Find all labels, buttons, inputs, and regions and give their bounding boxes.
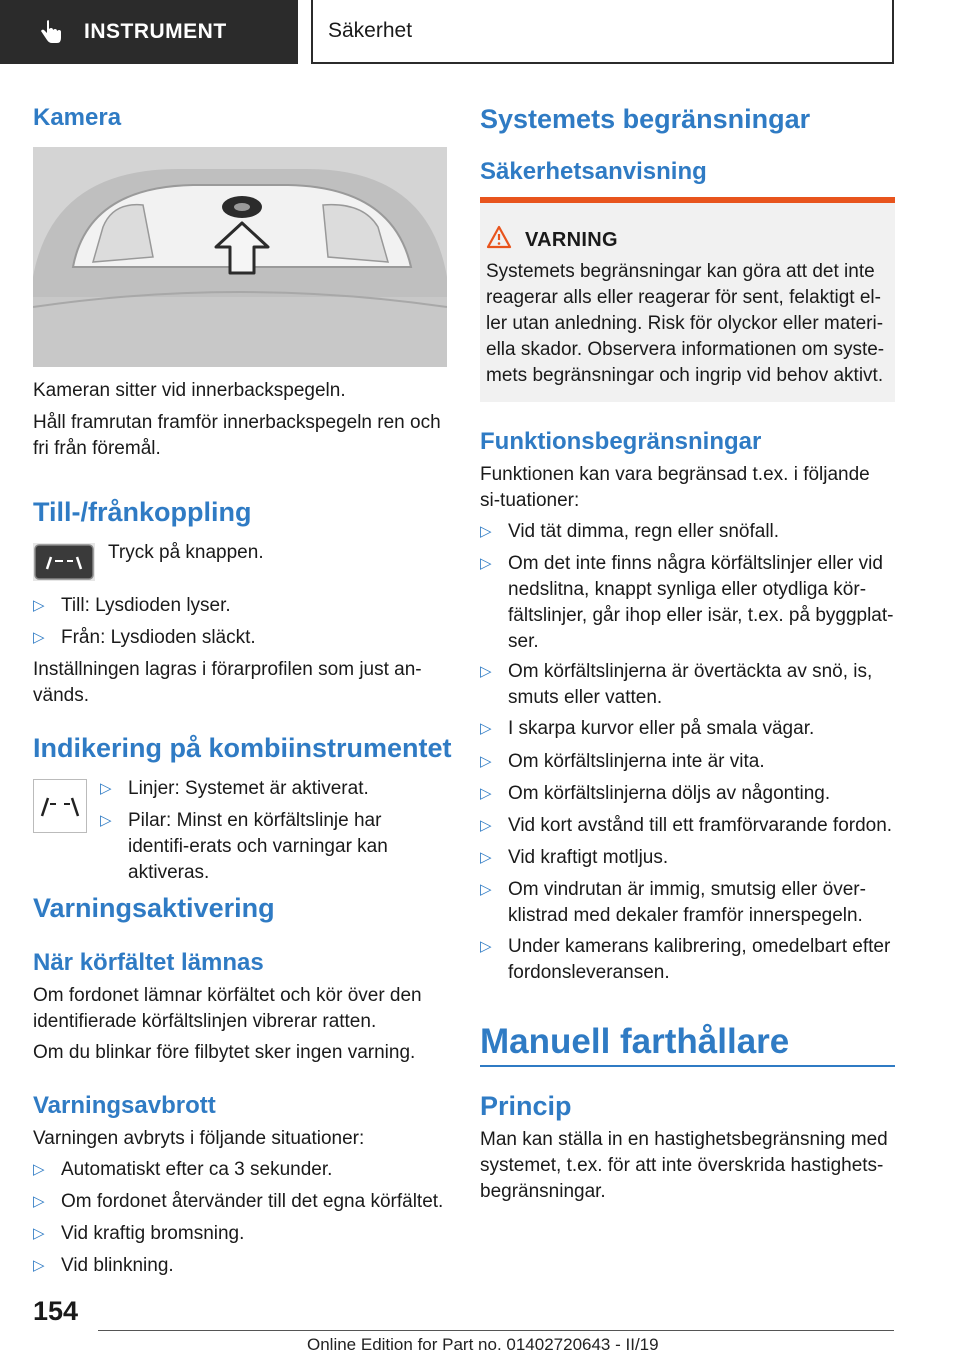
bullet-triangle-icon: ▷ — [33, 629, 45, 646]
warning-title: VARNING — [525, 229, 618, 251]
till-text: Tryck på knappen. — [108, 542, 264, 563]
bullet-triangle-icon: ▷ — [33, 1193, 45, 1210]
bullet-triangle-icon: ▷ — [33, 1161, 45, 1178]
bullet-triangle-icon: ▷ — [480, 817, 492, 834]
funk-text: Funktionen kan vara begränsad t.ex. i följande si-tuationer: — [480, 464, 870, 511]
till-text-2: Inställningen lagras i förarprofilen som just an-vänds. — [33, 659, 422, 706]
bullet-triangle-icon: ▷ — [480, 881, 492, 898]
list-item: ▷ Pilar: Minst en körfältslinje har identifi-erats och varningar kan aktiveras. — [100, 810, 388, 883]
indikering-heading: Indikering på kombiinstrumentet — [33, 733, 452, 763]
systemets-begransningar-heading: Systemets begränsningar — [480, 104, 811, 134]
hand-pointer-icon — [38, 18, 66, 46]
lane-warning-button-image — [33, 543, 95, 581]
funktionsbegransningar-heading: Funktionsbegränsningar — [480, 428, 762, 455]
kamera-heading: Kamera — [33, 104, 122, 131]
footer-rule — [98, 1330, 894, 1331]
bullet-triangle-icon: ▷ — [480, 720, 492, 737]
varningsavbrott-heading: Varningsavbrott — [33, 1092, 216, 1119]
bullet-triangle-icon: ▷ — [480, 849, 492, 866]
list-item: ▷ Om körfältslinjerna inte är vita. — [480, 749, 895, 775]
bullet-triangle-icon: ▷ — [100, 780, 112, 797]
chapter-header — [311, 0, 894, 64]
list-item: ▷ Vid blinkning. — [33, 1253, 453, 1279]
lane-button-icon — [33, 543, 95, 581]
lane-indicator-image — [33, 779, 87, 833]
list-item: ▷ Om körfältslinjerna är övertäckta av snö, is, smuts eller vatten. — [480, 661, 873, 708]
list-item: ▷ Linjer: Systemet är aktiverat. — [100, 776, 447, 802]
car-interior-illustration — [33, 147, 447, 367]
manuell-farthallare-heading: Manuell farthållare — [480, 1022, 790, 1061]
bullet-triangle-icon: ▷ — [33, 1257, 45, 1274]
list-item: ▷ Om fordonet återvänder till det egna körfältet. — [33, 1189, 453, 1215]
list-item: ▷ I skarpa kurvor eller på smala vägar. — [480, 716, 895, 742]
lane-lines-icon — [34, 780, 86, 832]
chapter-title: Säkerhet — [328, 19, 413, 42]
list-item: ▷ Vid kraftig bromsning. — [33, 1221, 453, 1247]
avbr-text: Varningen avbryts i följande situationer: — [33, 1128, 365, 1149]
bullet-triangle-icon: ▷ — [480, 938, 492, 955]
till-heading: Till-/frånkoppling — [33, 497, 252, 527]
list-item: ▷ Från: Lysdioden släckt. — [33, 625, 447, 651]
list-item: ▷ Under kamerans kalibrering, omedelbart efter fordonsleveransen. — [480, 936, 891, 983]
bullet-triangle-icon: ▷ — [100, 812, 112, 829]
nar-text-1: Om fordonet lämnar körfältet och kör över den identifierade körfältslinjen vibrerar ratten. — [33, 985, 422, 1032]
varningsaktivering-heading: Varningsaktivering — [33, 893, 275, 923]
sakerhetsanvisning-heading: Säkerhetsanvisning — [480, 158, 707, 185]
list-item: ▷ Vid kort avstånd till ett framförvarande fordon. — [480, 813, 900, 839]
section-tab[interactable] — [0, 0, 298, 64]
list-item: ▷ Om det inte finns några körfältslinjer eller vid nedslitna, knappt synliga eller otydliga kör-fältslinjer, går ihop eller isär, t.ex. på byggplat-ser. — [480, 553, 894, 652]
section-tab-label: INSTRUMENT — [84, 20, 227, 43]
list-item: ▷ Om vindrutan är immig, smutsig eller över-klistrad med dekaler framför innerspegeln. — [480, 879, 866, 926]
list-item: ▷ Automatiskt efter ca 3 sekunder. — [33, 1157, 453, 1183]
princip-text: Man kan ställa in en hastighetsbegränsning med systemet, t.ex. för att inte överskrida hastighets-begränsningar. — [480, 1129, 888, 1202]
bullet-triangle-icon: ▷ — [480, 785, 492, 802]
nar-text-2: Om du blinkar före filbytet sker ingen varning. — [33, 1042, 416, 1063]
warning-text: Systemets begränsningar kan göra att det inte reagerar alls eller reagerar för sent, felaktigt el-ler utan anledning. Risk för olyckor eller materi-ella skador. Observera informationen om syste-mets begränsningar och ingrip vid behov aktivt. — [486, 261, 885, 386]
page-number: 154 — [33, 1296, 79, 1326]
nar-korfaltet-heading: När körfältet lämnas — [33, 949, 264, 976]
bullet-triangle-icon: ▷ — [480, 555, 492, 572]
princip-heading: Princip — [480, 1091, 572, 1121]
kamera-text-1: Kameran sitter vid innerbackspegeln. — [33, 380, 346, 401]
bullet-triangle-icon: ▷ — [33, 597, 45, 614]
list-item: ▷ Till: Lysdioden lyser. — [33, 593, 447, 619]
bullet-triangle-icon: ▷ — [480, 663, 492, 680]
warning-triangle-icon — [486, 225, 512, 249]
list-item: ▷ Vid kraftigt motljus. — [480, 845, 895, 871]
kamera-text-2: Håll framrutan framför innerbackspegeln ren och fri från föremål. — [33, 412, 441, 459]
bullet-triangle-icon: ▷ — [33, 1225, 45, 1242]
list-item: ▷ Om körfältslinjerna döljs av någonting. — [480, 781, 895, 807]
edition-text: Online Edition for Part no. 01402720643 - II/19 — [307, 1335, 659, 1354]
warning-box — [480, 197, 895, 402]
heading-rule — [480, 1065, 895, 1067]
list-item: ▷ Vid tät dimma, regn eller snöfall. — [480, 519, 895, 545]
bullet-triangle-icon: ▷ — [480, 523, 492, 540]
bullet-triangle-icon: ▷ — [480, 753, 492, 770]
camera-location-image — [33, 147, 447, 367]
